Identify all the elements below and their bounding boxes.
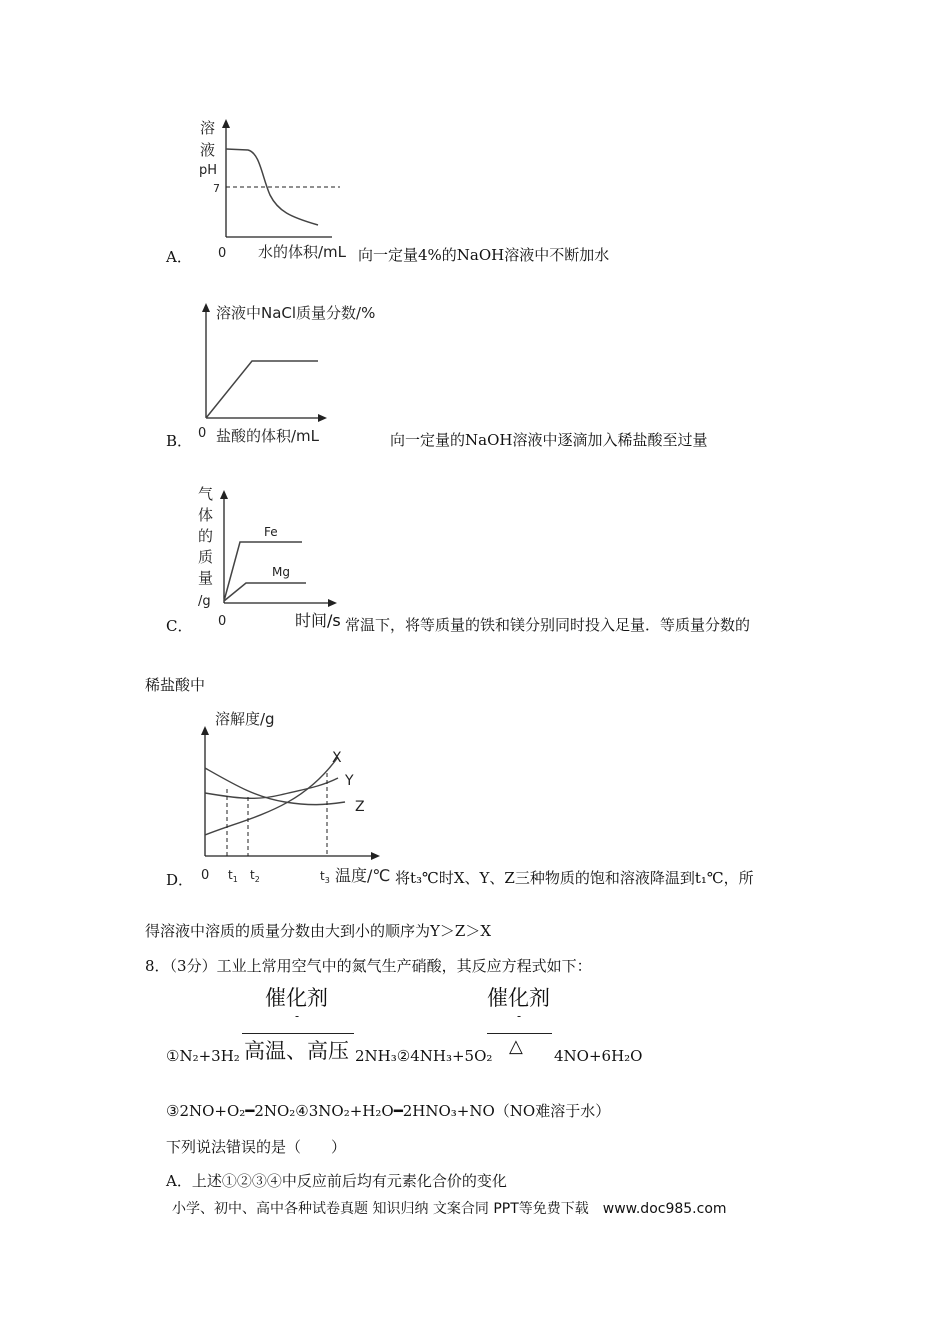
x-axis-arrow	[318, 414, 327, 422]
option-d-text: 将t₃℃时X、Y、Z三种物质的饱和溶液降温到t₁℃，所	[395, 869, 754, 887]
question-8-stem: 8．（3分）工业上常用空气中的氮气生产硝酸，其反应方程式如下：	[145, 957, 592, 975]
origin-label: 0	[201, 868, 210, 883]
condition-label-2: △	[509, 1036, 523, 1057]
graph-a	[190, 115, 350, 265]
reaction-bar-1	[242, 1033, 354, 1034]
option-c-text-cont: 稀盐酸中	[145, 676, 206, 694]
x-axis-arrow	[328, 599, 337, 607]
y-axis-arrow	[202, 303, 210, 312]
option-d-letter: D．	[166, 871, 194, 889]
y-label-char-3: pH	[199, 163, 218, 178]
option-c-letter: C．	[166, 617, 193, 635]
tick-t1: $t_1$	[228, 868, 238, 884]
catalyst-label-2: 催化剂	[487, 986, 550, 1010]
option-b-text: 向一定量的NaOH溶液中逐滴加入稀盐酸至过量	[390, 431, 708, 449]
x-axis-label: 盐酸的体积/mL	[216, 427, 320, 445]
catalyst-label-1: 催化剂	[265, 986, 328, 1010]
series-x-label: X	[332, 750, 342, 766]
catalyst-mark-1: -	[295, 1009, 300, 1023]
question-8-prompt: 下列说法错误的是（ ）	[166, 1138, 347, 1156]
y-label-char-3: 的	[198, 527, 214, 545]
x-axis-arrow	[371, 852, 380, 860]
catalyst-mark-2: -	[517, 1009, 522, 1023]
curve-y	[205, 778, 338, 798]
y-label-char-2: 液	[200, 141, 216, 159]
graph-b	[196, 298, 396, 448]
tick-t3: $t_3$	[320, 869, 330, 885]
nacl-fraction-line	[206, 361, 318, 418]
x-axis-label: 温度/℃	[335, 866, 391, 885]
series-fe-label: Fe	[264, 525, 278, 539]
y-label-char-6: /g	[198, 594, 211, 609]
origin-label: 0	[218, 246, 227, 261]
y-label-char-2: 体	[198, 506, 214, 524]
option-a-text: 向一定量4%的NaOH溶液中不断加水	[358, 246, 610, 264]
equation-1-right: 4NO+6H₂O	[554, 1047, 643, 1065]
y-axis-label: 溶液中NaCl质量分数/%	[216, 304, 376, 322]
reaction-bar-2	[487, 1033, 552, 1034]
y-label-char-5: 量	[198, 569, 214, 587]
series-mg-label: Mg	[272, 565, 290, 579]
graph-d	[195, 705, 395, 895]
origin-label: 0	[198, 426, 207, 441]
equation-1-left: ①N₂+3H₂	[166, 1047, 240, 1065]
question-8-option-a: A．上述①②③④中反应前后均有元素化合价的变化	[166, 1172, 507, 1190]
mg-line	[224, 583, 306, 601]
tick-t2: $t_2$	[250, 868, 260, 884]
origin-label: 0	[218, 614, 227, 629]
option-b-letter: B．	[166, 432, 193, 450]
option-c-text: 常温下，将等质量的铁和镁分别同时投入足量．等质量分数的	[345, 616, 751, 634]
option-a-letter: A．	[166, 248, 192, 266]
footer-text: 小学、初中、高中各种试卷真题 知识归纳 文案合同 PPT等免费下载 www.doc985.com	[172, 1201, 727, 1217]
y-label-char-1: 气	[198, 485, 214, 503]
y-axis-arrow	[222, 119, 230, 128]
series-z-label: Z	[355, 799, 365, 815]
y-axis-arrow	[201, 726, 209, 735]
y-axis-label: 溶解度/g	[215, 710, 275, 728]
y-label-char-1: 溶	[200, 119, 216, 137]
equation-2: ③2NO+O₂━2NO₂④3NO₂+H₂O━2HNO₃+NO（NO难溶于水）	[166, 1102, 611, 1120]
x-axis-label: 水的体积/mL	[258, 243, 347, 261]
y-axis-arrow	[220, 490, 228, 499]
tick-7-label: 7	[213, 182, 220, 195]
option-d-text-cont: 得溶液中溶质的质量分数由大到小的顺序为Y＞Z＞X	[145, 922, 492, 940]
graph-c-x-axis-label: 时间/s	[295, 611, 341, 630]
equation-1-mid: 2NH₃②4NH₃+5O₂	[355, 1047, 493, 1065]
series-y-label: Y	[345, 773, 354, 789]
condition-label-1: 高温、高压	[244, 1039, 349, 1063]
y-label-char-4: 质	[198, 548, 214, 566]
